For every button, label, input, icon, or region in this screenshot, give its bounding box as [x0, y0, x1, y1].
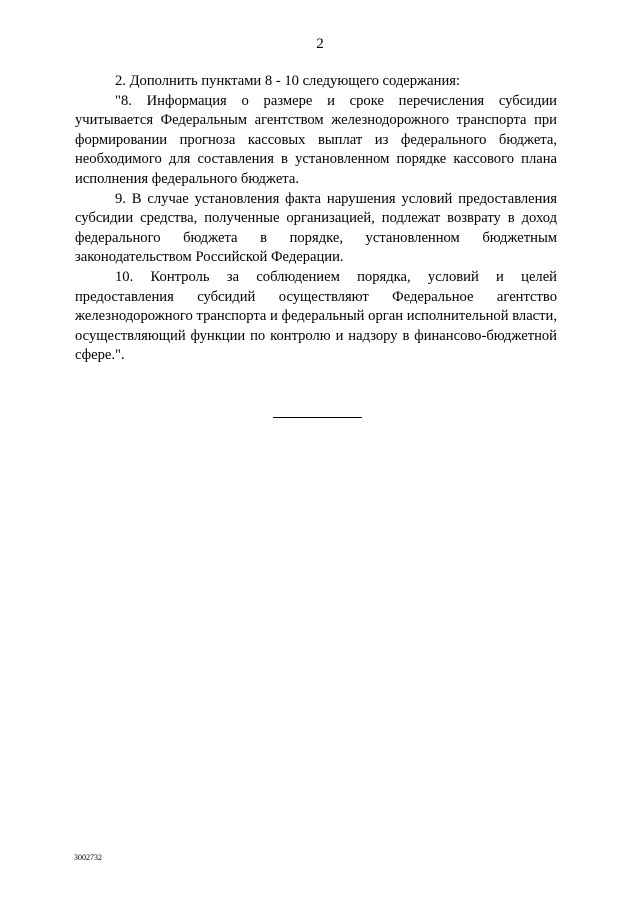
paragraph-item-10: 10. Контроль за соблюдением порядка, условий и целей предоставления субсидий осуществляют Федеральное агентство железнодорожного транспорта и федеральный орган исполнительной власти, осуществляющий функции по контролю и надзору в финансово-бюджетной сфере.".: [75, 268, 557, 364]
paragraph-item-8: "8. Информация о размере и сроке перечисления субсидии учитывается Федеральным агентством железнодорожного транспорта при формировании прогноза кассовых выплат из федерального бюджета, необходимого для составления в установленном порядке кассового плана исполнения федерального бюджета.: [75, 92, 557, 187]
document-body: [75, 72, 557, 366]
document-code: 3002732: [74, 853, 102, 862]
page-number: 2: [316, 36, 324, 52]
paragraph-item-9: 9. В случае установления факта нарушения условий предоставления субсидии средства, полученные организацией, подлежат возврату в доход федерального бюджета в порядке, установленном бюджетным законодательством Российской Федерации.: [75, 190, 557, 266]
paragraph-amendment-intro: 2. Дополнить пунктами 8 - 10 следующего содержания:: [115, 73, 461, 89]
separator-line: [273, 417, 362, 418]
